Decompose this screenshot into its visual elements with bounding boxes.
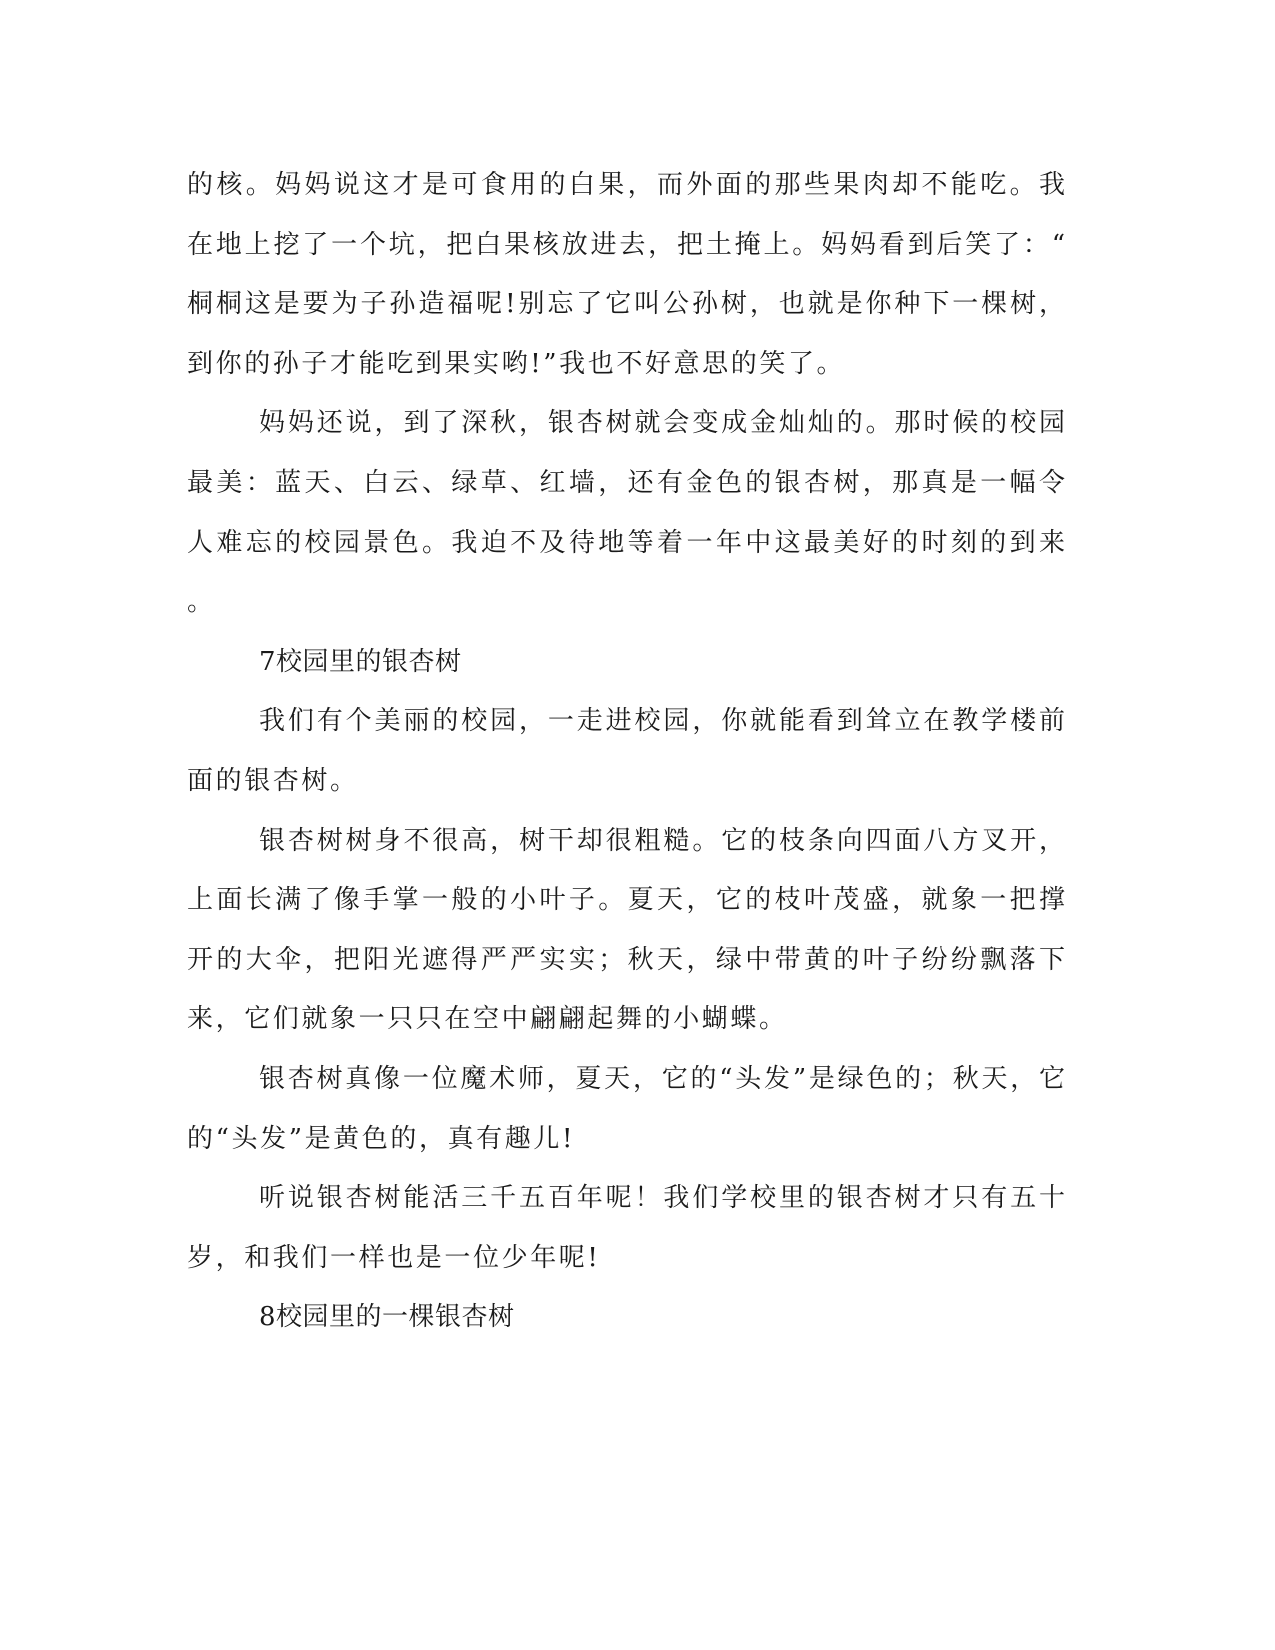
section-heading: 8校园里的一棵银杏树 (259, 1302, 515, 1333)
paragraph-trunk (187, 812, 1065, 1050)
text-line: 最美：蓝天、白云、绿草、红墙，还有金色的银杏树，那真是一幅令 (187, 467, 1065, 498)
text-line: 银杏树真像一位魔术师，夏天，它的“头发”是绿色的；秋天，它 (259, 1063, 1065, 1094)
text-line: 的“头发”是黄色的，真有趣儿! (187, 1123, 576, 1154)
text-line: 桐桐这是要为子孙造福呢!别忘了它叫公孙树，也就是你种下一棵树， (187, 289, 1065, 320)
paragraph-campus (187, 692, 1065, 811)
text-line: 岁，和我们一样也是一位少年呢! (187, 1242, 601, 1273)
text-line: 听说银杏树能活三千五百年呢！我们学校里的银杏树才只有五十 (259, 1183, 1065, 1214)
text-line: 开的大伞，把阳光遮得严严实实；秋天，绿中带黄的叶子纷纷飘落下 (187, 944, 1065, 975)
text-line: 妈妈还说，到了深秋，银杏树就会变成金灿灿的。那时候的校园 (259, 408, 1065, 439)
text-line: 上面长满了像手掌一般的小叶子。夏天，它的枝叶茂盛，就象一把撑 (187, 885, 1065, 916)
text-line: 在地上挖了一个坑，把白果核放进去，把土掩上。妈妈看到后笑了：“ (187, 229, 1065, 260)
text-line: 到你的孙子才能吃到果实哟!”我也不好意思的笑了。 (187, 348, 846, 379)
text-line: 人难忘的校园景色。我迫不及待地等着一年中这最美好的时刻的到来 (187, 527, 1065, 558)
text-line: 我们有个美丽的校园，一走进校园，你就能看到耸立在教学楼前 (259, 706, 1065, 737)
paragraph-magician (187, 1050, 1065, 1169)
text-line: 面的银杏树。 (187, 765, 359, 796)
text-line: 。 (187, 587, 216, 618)
text-line: 的核。妈妈说这才是可食用的白果，而外面的那些果肉却不能吃。我 (187, 170, 1065, 200)
paragraph-age (187, 1169, 1065, 1288)
paragraph-continued (187, 156, 1065, 394)
paragraph-autumn (187, 394, 1065, 632)
text-line: 来，它们就象一只只在空中翩翩起舞的小蝴蝶。 (187, 1004, 788, 1035)
section-heading: 7校园里的银杏树 (259, 646, 462, 677)
document-body (187, 156, 1065, 1348)
text-line: 银杏树树身不很高，树干却很粗糙。它的枝条向四面八方叉开， (259, 825, 1065, 856)
